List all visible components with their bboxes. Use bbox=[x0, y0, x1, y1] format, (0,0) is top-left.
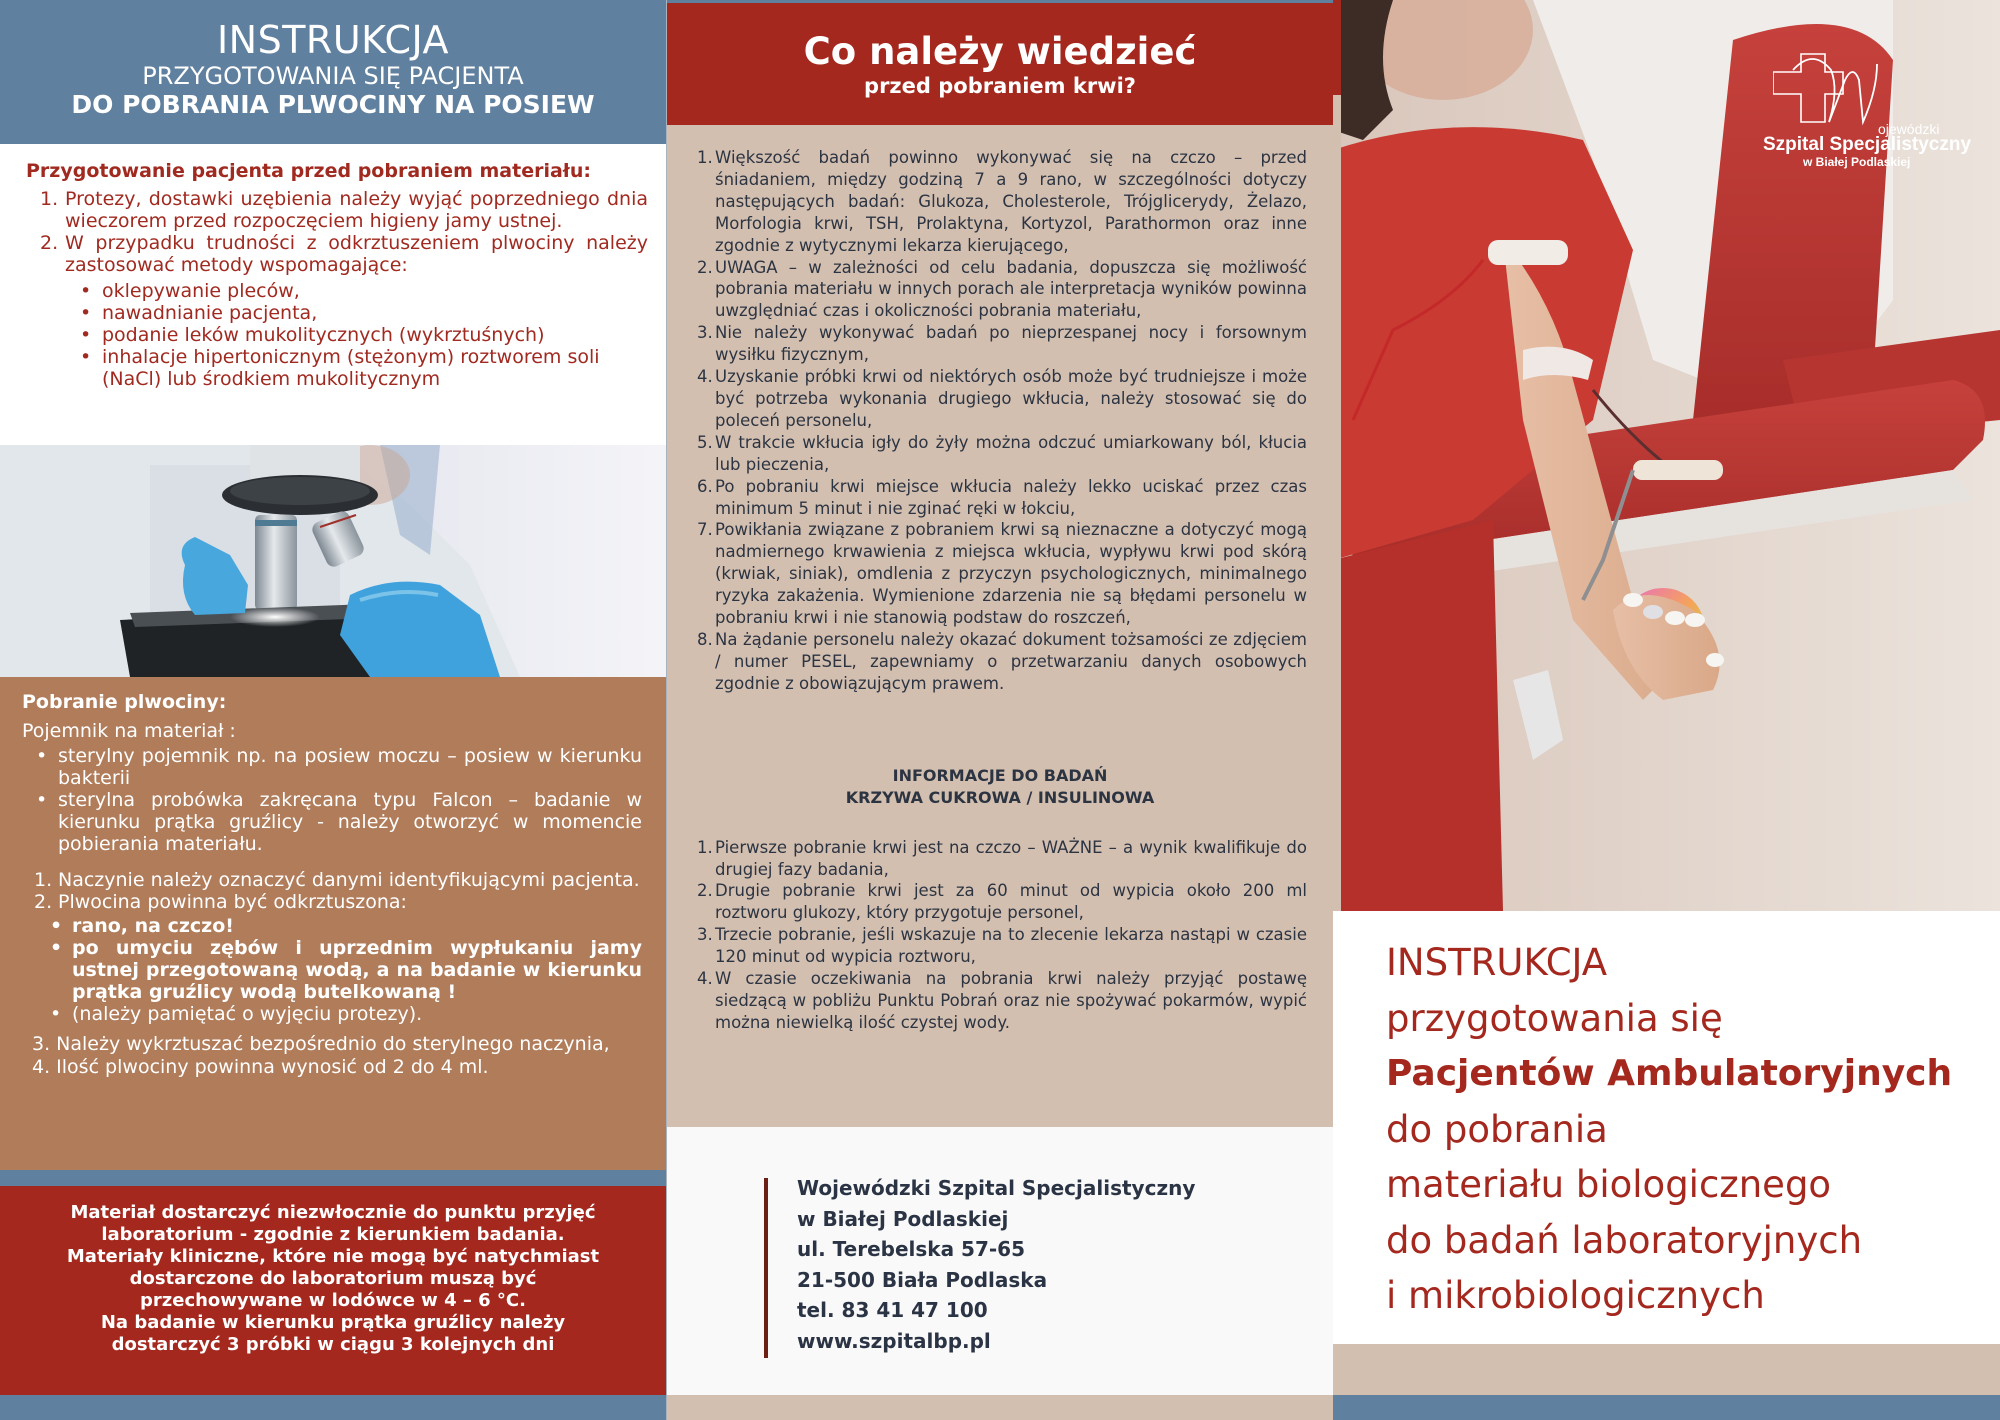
list-item: • nawadnianie pacjenta, bbox=[78, 302, 648, 324]
item-text: Na żądanie personelu należy okazać dokument tożsamości ze zdjęciem / numer PESEL, zapewniamy o przetwarzaniu danych osobowych zgodnie z obowiązującym prawem. bbox=[715, 629, 1307, 693]
cover-title-line: przygotowania się bbox=[1386, 996, 1723, 1040]
right-panel bbox=[1333, 0, 2000, 1420]
divider-strip bbox=[0, 1170, 666, 1186]
item-text: Naczynie należy oznaczyć danymi identyfikującymi pacjenta. bbox=[58, 869, 640, 891]
blood-draw-info bbox=[667, 125, 1333, 1127]
hospital-name: Wojewódzki Szpital Specjalistyczny bbox=[797, 1176, 1196, 1200]
website-link[interactable]: www.szpitalbp.pl bbox=[797, 1328, 991, 1353]
collection-step-4: 4. Ilość plwociny powinna wynosić od 2 do 4 ml. bbox=[32, 1056, 489, 1078]
postal-city: 21-500 Biała Podlaska bbox=[797, 1267, 1048, 1292]
notice-line: dostarczone do laboratorium muszą być bbox=[129, 1268, 537, 1289]
list-item bbox=[34, 891, 642, 913]
hospital-location: w Białej Podlaskiej bbox=[797, 1206, 1009, 1231]
item-text: Pierwsze pobranie krwi jest na czczo – WAŻNE – a wynik kwalifikuje do drugiej fazy badania, bbox=[715, 837, 1307, 879]
item-number: 4. bbox=[697, 367, 713, 387]
list-item bbox=[40, 232, 648, 276]
list-item: • po umyciu zębów i uprzednim wypłukaniu jamy ustnej przegotowaną wodą, a na badanie w kierunku prątka gruźlicy wodą butelkowaną ! bbox=[48, 937, 642, 1003]
list-item bbox=[697, 147, 1307, 257]
sputum-collection-section bbox=[0, 677, 666, 1170]
item-number: 7. bbox=[697, 520, 713, 540]
item-number: 1. bbox=[697, 148, 713, 167]
header-title: INSTRUKCJA bbox=[216, 18, 450, 62]
blood-draw-header bbox=[667, 3, 1333, 125]
list-item bbox=[697, 519, 1307, 629]
list-item bbox=[697, 837, 1307, 881]
item-number: 4. bbox=[697, 969, 713, 989]
microscope-photo bbox=[0, 445, 666, 677]
cover-title-line: do badań laboratoryjnych bbox=[1386, 1218, 1863, 1262]
notice-line: przechowywane w lodówce w 4 – 6 °C. bbox=[140, 1290, 526, 1311]
list-item bbox=[34, 869, 642, 891]
item-number: 2. bbox=[40, 232, 59, 254]
item-number: 2. bbox=[34, 891, 53, 913]
blood-draw-list bbox=[697, 147, 1307, 695]
list-item bbox=[697, 629, 1307, 695]
footer-strip bbox=[0, 1395, 666, 1420]
item-text: Po pobraniu krwi miejsce wkłucia należy lekko uciskać przez czas minimum 5 minut i nie zginać ręki w łokciu, bbox=[715, 476, 1307, 518]
hospital-logo bbox=[1763, 50, 1993, 169]
collection-steps bbox=[34, 869, 642, 913]
delivery-notice bbox=[0, 1186, 666, 1395]
cover-title bbox=[1333, 911, 2000, 1344]
list-item bbox=[697, 432, 1307, 476]
list-item bbox=[697, 322, 1307, 366]
item-text: UWAGA – w zależności od celu badania, dopuszcza się możliwość pobrania materiału w innych porach ale interpretacja wyników powinna uwzględniać czas i okoliczności pobrania materiału, bbox=[715, 257, 1307, 321]
container-label: Pojemnik na materiał : bbox=[22, 720, 236, 742]
logo-line-3: w Białej Podlaskiej bbox=[1803, 155, 1911, 169]
item-number: 8. bbox=[697, 629, 713, 649]
list-item bbox=[697, 257, 1307, 323]
preparation-heading: Przygotowanie pacjenta przed pobraniem materiału: bbox=[26, 160, 591, 182]
notice-line: laboratorium - zgodnie z kierunkiem badania. bbox=[101, 1224, 565, 1245]
notice-line: Na badanie w kierunku prątka gruźlicy należy bbox=[100, 1312, 566, 1333]
glucose-curve-heading bbox=[667, 765, 1333, 809]
list-item bbox=[697, 968, 1307, 1034]
item-text: W trakcie wkłucia igły do żyły można odczuć umiarkowany ból, kłucia lub pieczenia, bbox=[715, 432, 1307, 474]
item-text: Drugie pobranie krwi jest za 60 minut od wypicia około 200 ml roztworu glukozy, który przygotuje personel, bbox=[715, 881, 1307, 923]
footer-strip bbox=[1333, 1395, 2000, 1420]
item-text: W czasie oczekiwania na pobrania krwi należy przyjąć postawę siedzącą w pobliżu Punktu Pobrań oraz nie spożywać pokarmów, wypić można niewielką ilość czystej wody. bbox=[715, 969, 1307, 1032]
collection-heading: Pobranie plwociny: bbox=[22, 691, 227, 713]
item-number: 1. bbox=[34, 869, 53, 891]
list-item: • podanie leków mukolitycznych (wykrztuśnych) bbox=[78, 324, 648, 346]
item-text: W przypadku trudności z odkrztuszeniem plwociny należy zastosować metody wspomagające: bbox=[65, 232, 648, 276]
container-list bbox=[34, 745, 642, 855]
contact-block bbox=[667, 1127, 1333, 1395]
item-text: Nie należy wykonywać badań po nieprzespanej nocy i forsownym wysiłku fizycznym, bbox=[715, 323, 1307, 365]
logo-line-2: Szpital Specjalistyczny bbox=[1763, 134, 1972, 155]
item-number: 1. bbox=[40, 188, 59, 210]
item-number: 1. bbox=[697, 837, 713, 857]
item-text: Plwocina powinna być odkrztuszona: bbox=[58, 891, 407, 913]
blood-donation-photo bbox=[1333, 0, 2000, 911]
item-number: 2. bbox=[697, 881, 713, 901]
item-text: Powikłania związane z pobraniem krwi są nieznaczne a dotyczyć mogą nadmiernego krwawienia z miejsca wkłucia, wypływu krwi pod skórą (krwiak, siniak), omdlenia z przyczyn psychologicznych, minimalnego ryzyka zakażenia. Wymienione zdarzenia nie są błędami personelu w pobraniu krwi i nie stanowią podstaw do roszczeń, bbox=[715, 520, 1307, 628]
cross-w-logo-icon bbox=[1773, 50, 1893, 130]
item-text: Trzecie pobranie, jeśli wskazuje na to zlecenie lekarza nastąpi w czasie 120 minut od wypicia roztworu, bbox=[715, 925, 1307, 967]
list-item: • rano, na czczo! bbox=[48, 915, 642, 937]
item-number: 2. bbox=[697, 257, 713, 277]
footer-strip bbox=[667, 1395, 1333, 1420]
header-subtitle: PRZYGOTOWANIA SIĘ PACJENTA bbox=[142, 62, 524, 90]
cover-title-line: do pobrania bbox=[1386, 1107, 1608, 1151]
hospital-address bbox=[797, 1173, 1195, 1356]
phone-number: tel. 83 41 47 100 bbox=[797, 1298, 988, 1322]
header-title: Co należy wiedzieć bbox=[803, 30, 1197, 73]
list-item bbox=[697, 476, 1307, 520]
supporting-methods-list bbox=[78, 280, 648, 390]
collection-conditions bbox=[48, 915, 642, 1025]
middle-panel bbox=[667, 0, 1333, 1420]
street-address: ul. Terebelska 57-65 bbox=[797, 1237, 1025, 1261]
cover-title-bold: Pacjentów Ambulatoryjnych bbox=[1386, 1053, 1953, 1094]
item-text: Większość badań powinno wykonywać się na czczo – przed śniadaniem, między godziną 7 a 9 rano, w szczególności dotyczy następujących badań: Glukoza, Cholesterole, Trójglicerydy, Żelazo, Morfologia krwi, TSH, Prolaktyna, Kortyzol, Parathormon oraz inne zgodnie z wytycznymi lekarza kierującego, bbox=[715, 148, 1307, 255]
list-item: • oklepywanie pleców, bbox=[78, 280, 648, 302]
patient-preparation-section bbox=[0, 144, 666, 445]
item-text: Uzyskanie próbki krwi od niektórych osób może być trudniejsze i może być potrzeba wykonania drugiego wkłucia, należy stosować się do poleceń personelu, bbox=[715, 367, 1307, 430]
list-item bbox=[697, 880, 1307, 924]
preparation-list bbox=[40, 188, 648, 276]
header-subtitle-bold: DO POBRANIA PLWOCINY NA POSIEW bbox=[71, 90, 595, 119]
list-item: • inhalacje hipertonicznym (stężonym) roztworem soli (NaCl) lub środkiem mukolitycznym bbox=[78, 346, 648, 390]
item-text: Protezy, dostawki uzębienia należy wyjąć poprzedniego dnia wieczorem przed rozpoczęciem higieny jamy ustnej. bbox=[65, 188, 648, 232]
list-item: • sterylna probówka zakręcana typu Falcon – badanie w kierunku prątka gruźlicy - należy otworzyć w momencie pobierania materiału. bbox=[34, 789, 642, 855]
item-number: 3. bbox=[697, 925, 713, 945]
list-item bbox=[40, 188, 648, 232]
notice-line: Materiał dostarczyć niezwłocznie do punktu przyjęć bbox=[70, 1202, 596, 1223]
item-number: 6. bbox=[697, 476, 713, 496]
cover-title-line: INSTRUKCJA bbox=[1386, 941, 1608, 984]
microscope-illustration bbox=[0, 445, 666, 677]
item-number: 5. bbox=[697, 432, 713, 452]
list-item bbox=[697, 924, 1307, 968]
notice-line: dostarczyć 3 próbki w ciągu 3 kolejnych dni bbox=[111, 1334, 555, 1355]
left-panel bbox=[0, 0, 666, 1420]
header-subtitle: przed pobraniem krwi? bbox=[864, 74, 1136, 98]
list-item bbox=[697, 366, 1307, 432]
logo-line-1: ojewódzki bbox=[1878, 121, 1940, 137]
cover-title-line: materiału biologicznego bbox=[1386, 1163, 1832, 1206]
heading-line: KRZYWA CUKROWA / INSULINOWA bbox=[845, 787, 1155, 807]
sputum-instructions-header bbox=[0, 0, 666, 144]
accent-bar bbox=[764, 1178, 768, 1358]
heading-line: INFORMACJE DO BADAŃ bbox=[892, 765, 1108, 785]
collection-step-3: 3. Należy wykrztuszać bezpośrednio do sterylnego naczynia, bbox=[32, 1033, 610, 1055]
beige-strip bbox=[1333, 1344, 2000, 1395]
notice-line: Materiały kliniczne, które nie mogą być natychmiast bbox=[66, 1246, 600, 1267]
list-item: • (należy pamiętać o wyjęciu protezy). bbox=[48, 1003, 642, 1025]
cover-title-line: i mikrobiologicznych bbox=[1386, 1274, 1765, 1317]
glucose-curve-list bbox=[697, 837, 1307, 1034]
list-item: • sterylny pojemnik np. na posiew moczu – posiew w kierunku bakterii bbox=[34, 745, 642, 789]
item-number: 3. bbox=[697, 323, 713, 343]
